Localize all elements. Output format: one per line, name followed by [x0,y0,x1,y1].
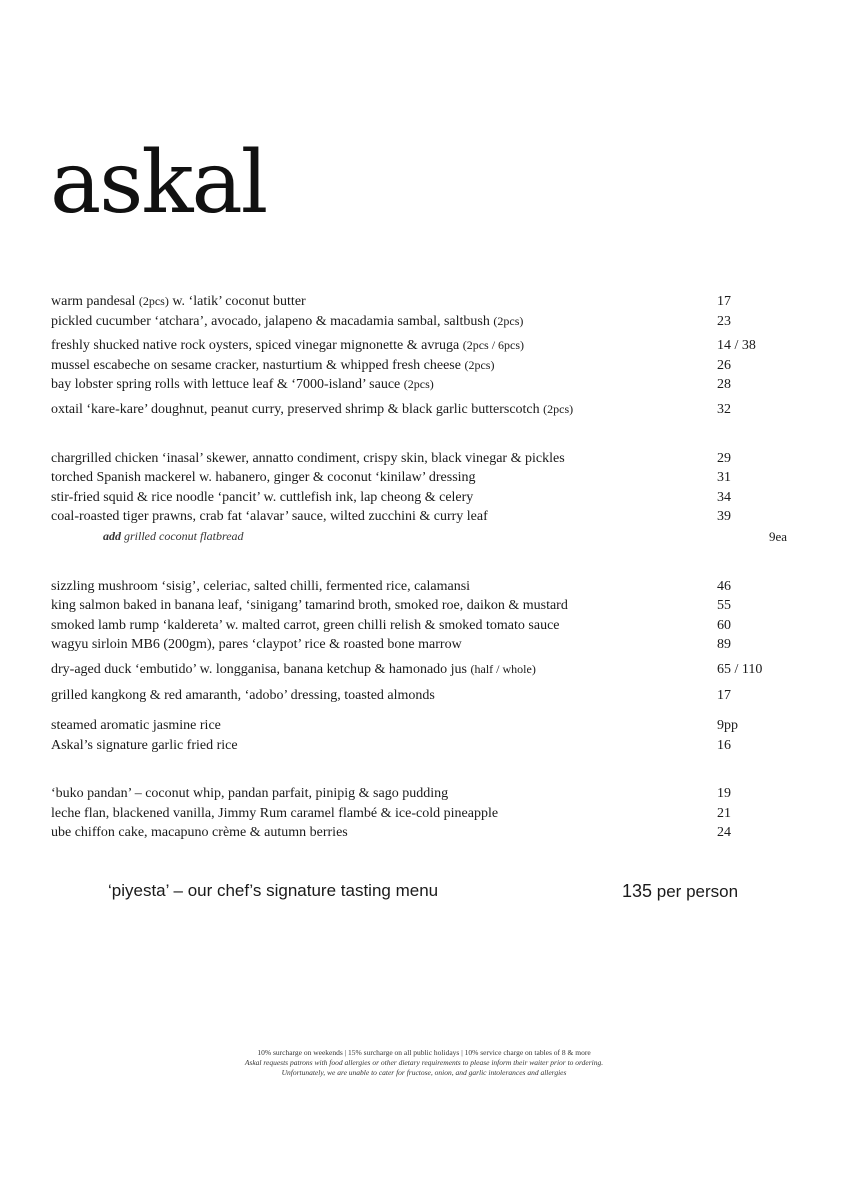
menu-item-price: 17 [717,294,731,309]
menu-item [51,312,791,332]
menu-item-description [51,507,717,527]
menu-item-price: 28 [717,377,731,393]
menu-item-description [51,804,717,824]
menu-item [51,736,791,756]
menu-item-name: leche flan, blackened vanilla, Jimmy Rum caramel flambé & ice-cold pineapple [51,805,499,821]
menu-item [51,449,791,469]
menu-item-portion: (2pcs) [464,357,495,372]
footer-surcharge-note: 10% surcharge on weekends | 15% surcharge on all public holidays | 10% service charge on tables of 8 & more [257,1048,591,1057]
menu-item-description [51,736,717,756]
menu-list [51,292,791,843]
menu-item [51,375,791,395]
menu-item [51,784,791,804]
menu-item-price: 55 [717,598,731,614]
tasting-menu [108,881,748,902]
menu-item-description [51,635,717,655]
menu-item-description [51,488,717,508]
menu-item-price: 16 [717,737,731,753]
restaurant-logo: askal [50,133,267,233]
menu-item [51,596,791,616]
menu-item [51,356,791,376]
tasting-menu-description: ‘piyesta’ – our chef’s signature tasting menu [108,881,439,900]
menu-item-portion: (half / whole) [470,661,536,676]
menu-item-price: 39 [717,509,731,525]
menu-item-portion: (2pcs) [493,313,524,328]
menu-item-price: 23 [717,313,731,329]
menu-item-description [51,784,717,804]
menu-item [51,577,791,597]
menu-item-price: 21 [717,805,731,821]
menu-item [51,336,791,356]
footer-notes [0,1048,848,1078]
menu-item-name: bay lobster spring rolls with lettuce leaf & ‘7000-island’ sauce [51,377,404,393]
menu-item-description [51,336,717,356]
menu-item [51,823,791,843]
menu-item-price: 32 [717,401,731,417]
menu-item-name: grilled kangkong & red amaranth, ‘adobo’ dressing, toasted almonds [51,687,435,703]
menu-addon-price: 9ea [769,528,788,544]
menu-item-name: dry-aged duck ‘embutido’ w. longganisa, banana ketchup & hamonado jus [51,661,471,677]
menu-item-description [51,660,717,680]
tasting-menu-price [622,881,738,902]
menu-item [51,507,791,527]
menu-item-name: steamed aromatic jasmine rice [51,718,221,734]
menu-item-description [51,375,717,395]
menu-item-price: 9pp [717,718,738,734]
menu-item-name: wagyu sirloin MB6 (200gm), pares ‘claypot’ rice & roasted bone marrow [51,637,462,653]
menu-addon-name: grilled coconut flatbread [121,528,244,543]
menu-item-price: 26 [717,357,731,373]
menu-item-price: 19 [717,786,731,802]
menu-item-price: 24 [717,825,731,841]
menu-item-price: 65 / 110 [717,661,763,677]
menu-item-name: king salmon baked in banana leaf, ‘sinigang’ tamarind broth, smoked roe, daikon & mustard [51,598,568,614]
menu-item-description [51,449,717,469]
menu-item-description [51,312,717,332]
menu-item-name: smoked lamb rump ‘kaldereta’ w. malted carrot, green chilli relish & smoked tomato sauce [51,617,560,633]
menu-item-price: 89 [717,637,731,653]
tasting-price-unit: per person [652,882,739,901]
menu-addon [51,527,791,547]
menu-item-price: 46 [717,578,731,594]
menu-item-description [51,356,717,376]
menu-item-price: 31 [717,470,731,486]
menu-item-portion: (2pcs) [138,294,169,308]
menu-item-name: Askal’s signature garlic fried rice [51,737,238,753]
menu-item-portion: (2pcs) [543,401,574,416]
menu-item-name: torched Spanish mackerel w. habanero, ginger & coconut ‘kinilaw’ dressing [51,470,476,486]
menu-item-description [51,400,717,420]
menu-item-name: ube chiffon cake, macapuno crème & autumn berries [51,825,348,841]
menu-item-price: 17 [717,687,731,703]
footer-intolerance-note: Unfortunately, we are unable to cater for fructose, onion, and garlic intolerances and allergies [281,1068,567,1077]
menu-item [51,660,791,680]
menu-item-description [51,468,717,488]
menu-item [51,468,791,488]
menu-item-description [51,292,717,312]
menu-item-name: warm pandesal [51,294,139,309]
menu-item [51,686,791,706]
menu-item-name: coal-roasted tiger prawns, crab fat ‘alavar’ sauce, wilted zucchini & curry leaf [51,509,488,525]
menu-item-description [51,686,717,706]
menu-item-price: 14 / 38 [717,338,756,354]
menu-item-price: 29 [717,450,731,466]
tasting-price-value: 135 [622,881,653,901]
menu-item [51,716,791,736]
menu-item [51,292,791,312]
menu-item-name: pickled cucumber ‘atchara’, avocado, jalapeno & macadamia sambal, saltbush [51,313,494,329]
menu-item-description [51,596,717,616]
menu-item-price: 34 [717,489,731,505]
menu-item-name: freshly shucked native rock oysters, spiced vinegar mignonette & avruga [51,338,463,354]
menu-item-name: chargrilled chicken ‘inasal’ skewer, annatto condiment, crispy skin, black vinegar & pickles [51,450,565,466]
menu-item [51,616,791,636]
menu-item-portion: (2pcs / 6pcs) [462,338,525,353]
menu-item-description [51,823,717,843]
menu-item-description [51,577,717,597]
menu-item-name: oxtail ‘kare-kare’ doughnut, peanut curry, preserved shrimp & black garlic butterscotch [51,401,544,417]
menu-item [51,635,791,655]
menu-addon-description [51,527,769,547]
menu-addon-label: add [103,528,121,543]
menu-item-price: 60 [717,617,731,633]
menu-item-name: ‘buko pandan’ – coconut whip, pandan parfait, pinipig & sago pudding [51,786,449,802]
menu-item [51,400,791,420]
footer-allergy-note: Askal requests patrons with food allergies or other dietary requirements to please inform their waiter prior to ordering. [244,1058,604,1067]
menu-item-portion: (2pcs) [403,377,434,392]
menu-item [51,804,791,824]
menu-item-name: stir-fried squid & rice noodle ‘pancit’ w. cuttlefish ink, lap cheong & celery [51,489,474,505]
menu-item-description [51,616,717,636]
menu-item-name: mussel escabeche on sesame cracker, nasturtium & whipped fresh cheese [51,357,465,373]
menu-item-name-cont: w. ‘latik’ coconut butter [168,294,306,309]
menu-item-name: sizzling mushroom ‘sisig’, celeriac, salted chilli, fermented rice, calamansi [51,578,471,594]
menu-item [51,488,791,508]
menu-item-description [51,716,717,736]
